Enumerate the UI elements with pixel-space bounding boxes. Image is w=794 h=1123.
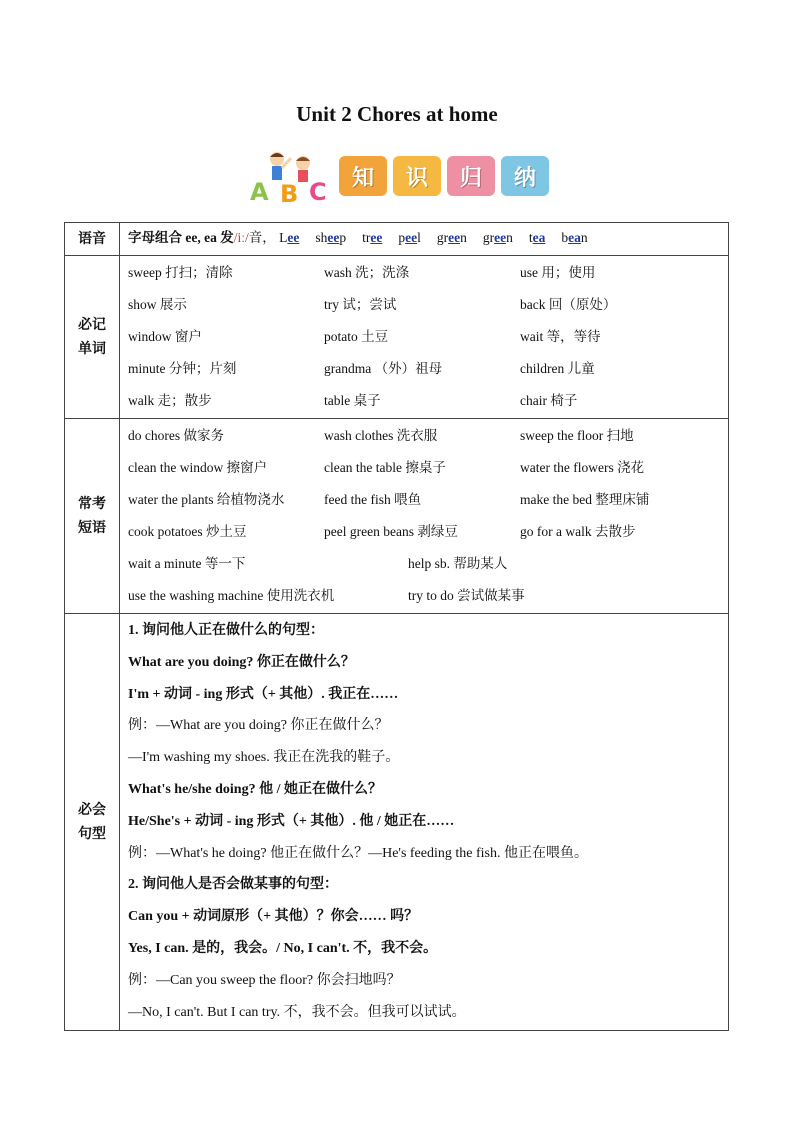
words-line (128, 257, 720, 289)
phonics-rule-suffix: 音， (248, 230, 276, 245)
word-entry: back 回（原处） (520, 297, 617, 312)
phonics-example-suffix: n (580, 230, 588, 245)
kid-letter-b: B (280, 180, 299, 204)
phrases-line (128, 548, 720, 580)
sentence-line: I'm + 动词 - ing 形式（+ 其他）. 我正在…… (128, 686, 399, 702)
sentence-line: 例：—Can you sweep the floor? 你会扫地吗？ (128, 972, 401, 988)
phrase-entry: help sb. 帮助某人 (408, 556, 508, 571)
phonics-example-prefix: sh (315, 230, 328, 245)
word-entry: wash 洗；洗涤 (324, 265, 410, 280)
banner-tile-shi: 识 (393, 156, 441, 196)
sentence-line: He/She's + 动词 - ing 形式（+ 其他）. 他 / 她正在…… (128, 813, 455, 829)
phonics-example-suffix: n (460, 230, 467, 245)
sentence-line: Yes, I can. 是的，我会。/ No, I can't. 不，我不会。 (128, 940, 438, 956)
phonics-example-prefix: t (528, 230, 533, 245)
words-content (120, 256, 729, 419)
phonics-example-highlight: ee (370, 230, 383, 245)
sentence-line: —No, I can't. But I can try. 不，我不会。但我可以试试。 (128, 1004, 466, 1020)
sentence-line: 例：—What's he doing? 他正在做什么？—He's feeding the fish. 他正在喂鱼。 (128, 845, 588, 861)
phrase-entry: wash clothes 洗衣服 (324, 428, 438, 443)
word-entry: sweep 打扫；清除 (128, 265, 233, 280)
phrases-line (128, 484, 720, 516)
phonics-example-highlight: ee (448, 230, 461, 245)
phonics-example-suffix: l (417, 230, 421, 245)
phonics-example-word (362, 230, 382, 245)
words-row (65, 256, 729, 419)
phrase-entry: clean the table 擦桌子 (324, 460, 446, 475)
phrase-entry: use the washing machine 使用洗衣机 (128, 588, 335, 603)
sentence-line: What's he/she doing? 他 / 她正在做什么？ (128, 781, 382, 797)
phrase-entry: go for a walk 去散步 (520, 524, 636, 539)
word-entry: wait 等，等待 (520, 329, 601, 344)
sentences-content (120, 614, 729, 1031)
kid-letter-c: C (309, 178, 327, 204)
phonics-example-word (315, 230, 346, 245)
phonics-example-word (529, 230, 546, 245)
phrases-content (120, 419, 729, 614)
sentence-line: —I'm washing my shoes. 我正在洗我的鞋子。 (128, 750, 400, 766)
word-entry: minute 分钟；片刻 (128, 361, 237, 376)
phonics-example-prefix: L (279, 230, 288, 245)
banner-tile-na: 纳 (501, 156, 549, 196)
sentence-line: 例：—What are you doing? 你正在做什么？ (128, 718, 389, 734)
phonics-content (120, 223, 729, 256)
phonics-example-highlight: ea (532, 230, 546, 245)
phonics-example-suffix: p (339, 230, 347, 245)
sentences-label: 必会 句型 (65, 614, 120, 1031)
phrases-line (128, 452, 720, 484)
phonics-examples (279, 230, 587, 245)
phonics-example-highlight: ee (405, 230, 418, 245)
phonics-example-highlight: ee (494, 230, 507, 245)
phonics-example-suffix: n (506, 230, 513, 245)
word-entry: show 展示 (128, 297, 187, 312)
phrases-line (128, 420, 720, 452)
phonics-example-highlight: ee (287, 230, 300, 245)
word-entry: grandma （外）祖母 (324, 361, 443, 376)
words-line (128, 321, 720, 353)
phonics-example-prefix: b (561, 230, 569, 245)
word-entry: walk 走；散步 (128, 393, 212, 408)
phonics-example-prefix: gr (482, 230, 495, 245)
phonics-example-prefix: p (398, 230, 406, 245)
phrase-entry: peel green beans 剥绿豆 (324, 524, 458, 539)
phrase-entry: water the plants 给植物浇水 (128, 492, 285, 507)
phrase-entry: do chores 做家务 (128, 428, 224, 443)
kids-abc-illustration (247, 150, 339, 204)
sentence-line: 1. 询问他人正在做什么的句型： (128, 623, 324, 638)
words-label: 必记 单词 (65, 256, 120, 419)
word-entry: table 桌子 (324, 393, 381, 408)
banner-tile-zhi: 知 (339, 156, 387, 196)
phonics-rule (128, 223, 720, 253)
phrases-line (128, 580, 720, 612)
phrase-entry: try to do 尝试做某事 (408, 588, 525, 603)
word-entry: chair 椅子 (520, 393, 578, 408)
phonics-symbol: /iː/ (233, 230, 249, 245)
phonics-example-word (561, 230, 587, 245)
word-entry: try 试；尝试 (324, 297, 397, 312)
phrase-entry: water the flowers 浇花 (520, 460, 645, 475)
sentence-line: Can you + 动词原形（+ 其他）？你会…… 吗？ (128, 909, 419, 925)
sentence-line: What are you doing? 你正在做什么？ (128, 654, 355, 670)
knowledge-table (64, 222, 729, 1031)
words-line (128, 353, 720, 385)
phonics-example-highlight: ee (327, 230, 340, 245)
phrases-row (65, 419, 729, 614)
word-entry: use 用；使用 (520, 265, 596, 280)
words-line (128, 385, 720, 417)
sentences-row (65, 614, 729, 1031)
phrase-entry: make the bed 整理床铺 (520, 492, 650, 507)
words-line (128, 289, 720, 321)
phrase-entry: feed the fish 喂鱼 (324, 492, 422, 507)
phrase-entry: cook potatoes 炒土豆 (128, 524, 247, 539)
banner-tile-gui: 归 (447, 156, 495, 196)
phonics-example-word (437, 230, 467, 245)
phonics-row (65, 223, 729, 256)
phonics-example-word (398, 230, 421, 245)
phrase-entry: wait a minute 等一下 (128, 556, 246, 571)
phrases-line (128, 516, 720, 548)
page-title: Unit 2 Chores at home (296, 102, 498, 126)
phrases-label: 常考 短语 (65, 419, 120, 614)
word-entry: potato 土豆 (324, 329, 389, 344)
phonics-example-word (279, 230, 299, 245)
phrase-entry: sweep the floor 扫地 (520, 428, 634, 443)
phonics-example-prefix: gr (436, 230, 449, 245)
phonics-rule-prefix: 字母组合 ee, ea 发 (128, 230, 234, 245)
word-entry: children 儿童 (520, 361, 595, 376)
phonics-example-prefix: tr (362, 230, 371, 245)
phrase-entry: clean the window 擦窗户 (128, 460, 268, 475)
kid-letter-a: A (250, 178, 269, 204)
knowledge-banner (247, 150, 552, 204)
phonics-label: 语音 (65, 223, 120, 256)
phonics-example-word (483, 230, 513, 245)
word-entry: window 窗户 (128, 329, 202, 344)
phonics-example-highlight: ea (568, 230, 581, 245)
banner-tiles (339, 156, 549, 196)
sentence-line: 2. 询问他人是否会做某事的句型： (128, 877, 338, 893)
